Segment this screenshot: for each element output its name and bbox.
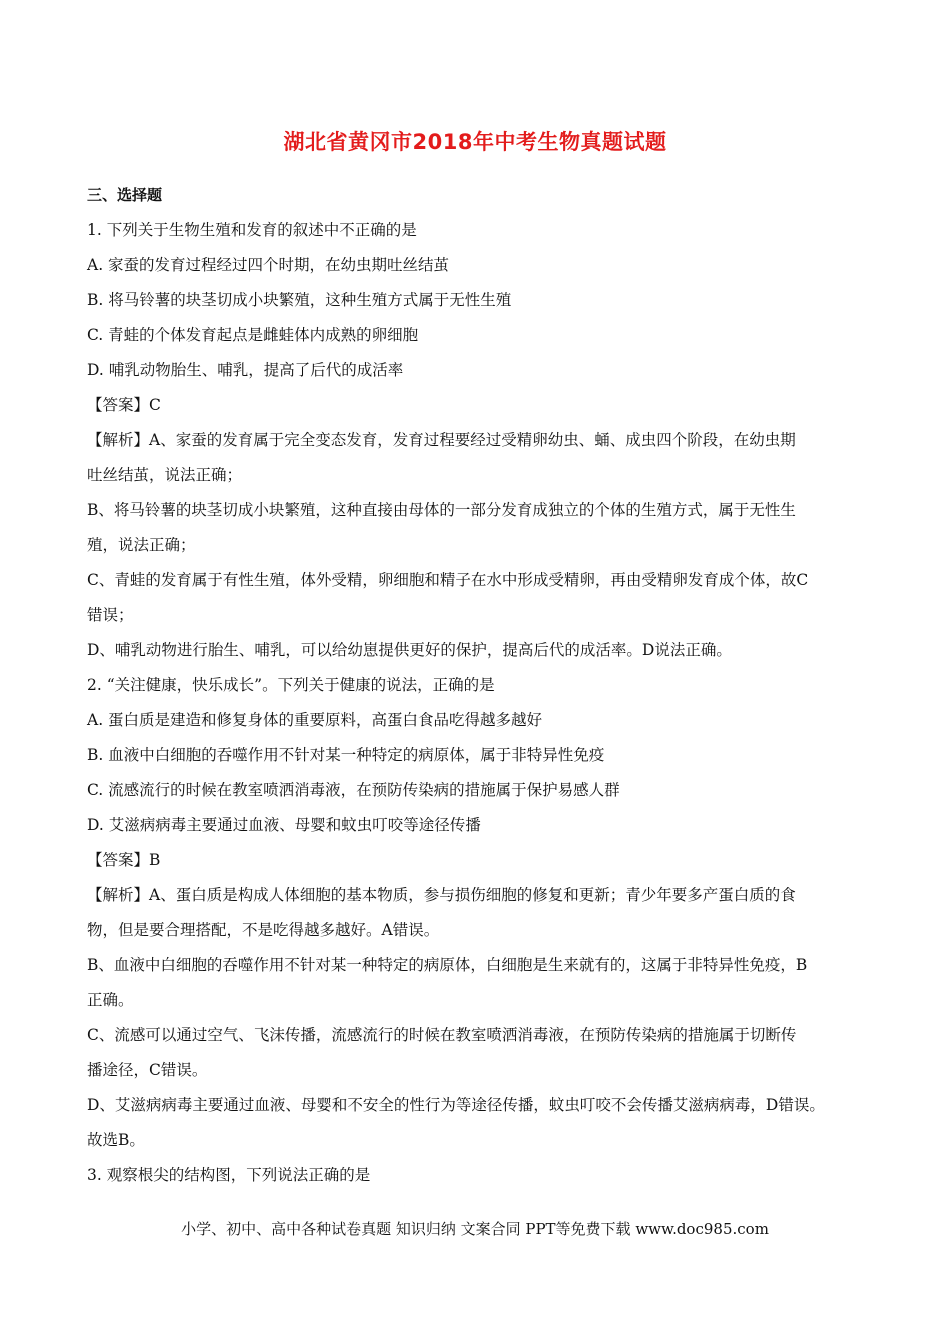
text-line: D、艾滋病病毒主要通过血液、母婴和不安全的性行为等途径传播，蚊虫叮咬不会传播艾滋病病毒，D错误。 [87, 1096, 825, 1114]
text-line: 【解析】A、蛋白质是构成人体细胞的基本物质，参与损伤细胞的修复和更新；青少年要多产蛋白质的食 [87, 886, 796, 904]
text-lines [87, 213, 877, 1193]
text-line: 故选B。 [87, 1131, 145, 1149]
text-line: B. 血液中白细胞的吞噬作用不针对某一种特定的病原体，属于非特异性免疫 [87, 746, 605, 764]
text-line: 【答案】B [87, 851, 161, 869]
text-line: 【答案】C [87, 396, 161, 414]
text-line: C. 流感流行的时候在教室喷洒消毒液，在预防传染病的措施属于保护易感人群 [87, 781, 620, 799]
text-line: A. 蛋白质是建造和修复身体的重要原料，高蛋白食品吃得越多越好 [87, 711, 543, 729]
page-footer: 小学、初中、高中各种试卷真题 知识归纳 文案合同 PPT等免费下载 www.doc985.com [181, 1220, 769, 1238]
text-line: A. 家蚕的发育过程经过四个时期，在幼虫期吐丝结茧 [87, 256, 450, 274]
text-line: 错误； [87, 606, 134, 624]
text-line: B. 将马铃薯的块茎切成小块繁殖，这种生殖方式属于无性生殖 [87, 291, 512, 309]
text-line: C. 青蛙的个体发育起点是雌蛙体内成熟的卵细胞 [87, 326, 419, 344]
document-body [87, 178, 877, 1193]
text-line: 【解析】A、家蚕的发育属于完全变态发育，发育过程要经过受精卵幼虫、蛹、成虫四个阶段，在幼虫期 [87, 431, 796, 449]
text-line: D、哺乳动物进行胎生、哺乳，可以给幼崽提供更好的保护，提高后代的成活率。D说法正确。 [87, 641, 732, 659]
text-line: 2. “关注健康，快乐成长”。下列关于健康的说法，正确的是 [87, 676, 495, 694]
text-line: 物，但是要合理搭配，不是吃得越多越好。A错误。 [87, 921, 440, 939]
text-line: D. 哺乳动物胎生、哺乳，提高了后代的成活率 [87, 361, 404, 379]
text-line: 吐丝结茧，说法正确； [87, 466, 243, 484]
text-line: B、将马铃薯的块茎切成小块繁殖，这种直接由母体的一部分发育成独立的个体的生殖方式，属于无性生 [87, 501, 796, 519]
text-line: 正确。 [87, 991, 134, 1009]
text-line: D. 艾滋病病毒主要通过血液、母婴和蚊虫叮咬等途径传播 [87, 816, 481, 834]
text-line: 播途径，C错误。 [87, 1061, 208, 1079]
text-line: 3. 观察根尖的结构图，下列说法正确的是 [87, 1166, 371, 1184]
text-line: 殖，说法正确； [87, 536, 196, 554]
document-title: 湖北省黄冈市2018年中考生物真题试题 [283, 130, 667, 154]
text-line: C、青蛙的发育属于有性生殖，体外受精，卵细胞和精子在水中形成受精卵，再由受精卵发育成个体，故C [87, 571, 809, 589]
section-heading: 三、选择题 [87, 186, 163, 204]
text-line: B、血液中白细胞的吞噬作用不针对某一种特定的病原体，白细胞是生来就有的，这属于非特异性免疫，B [87, 956, 808, 974]
text-line: 1. 下列关于生物生殖和发育的叙述中不正确的是 [87, 221, 417, 239]
text-line: C、流感可以通过空气、飞沫传播，流感流行的时候在教室喷洒消毒液，在预防传染病的措施属于切断传 [87, 1026, 797, 1044]
